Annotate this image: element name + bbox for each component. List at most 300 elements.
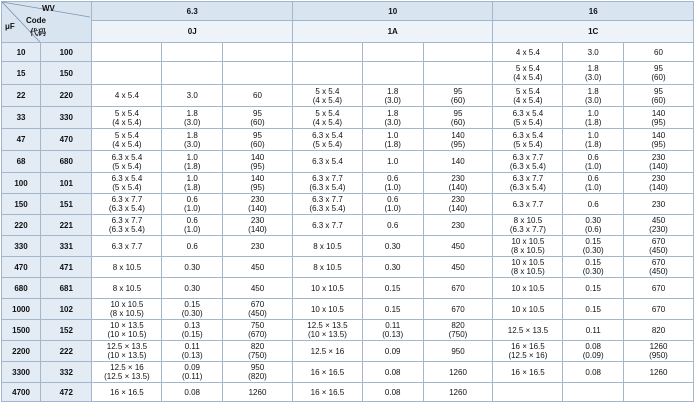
cell-value-alt: (0.30) bbox=[582, 267, 604, 276]
esr-cell bbox=[162, 129, 223, 151]
cell-value: 10 x 10.5 bbox=[310, 304, 344, 314]
ripple-cell bbox=[423, 236, 493, 257]
code-cell: 100 bbox=[41, 43, 92, 62]
size-cell bbox=[493, 278, 563, 299]
cell-value-alt: (60) bbox=[450, 95, 466, 105]
cell-value-alt: (4 x 5.4) bbox=[513, 73, 543, 82]
capacitance-cell: 100 bbox=[2, 173, 41, 194]
ripple-cell bbox=[624, 383, 694, 402]
cell-value: 10 x 10.5 bbox=[110, 300, 144, 309]
size-cell bbox=[292, 362, 362, 383]
capacitance-cell: 220 bbox=[2, 215, 41, 236]
ripple-cell bbox=[223, 173, 293, 194]
header-corner bbox=[2, 2, 92, 43]
cell-value-alt: (820) bbox=[248, 372, 267, 381]
size-cell bbox=[292, 43, 362, 62]
cell-value-alt: (0.15) bbox=[181, 330, 203, 339]
cell-value-alt: (3.0) bbox=[384, 117, 401, 127]
ripple-cell bbox=[624, 257, 694, 278]
cell-value: 6.3 x 7.7 bbox=[111, 216, 143, 225]
esr-cell bbox=[162, 85, 223, 107]
cell-value: 12.5 × 13.5 bbox=[507, 325, 549, 335]
esr-cell bbox=[362, 215, 423, 236]
cell-value: 16 × 16.5 bbox=[511, 342, 545, 351]
cell-value: 10 x 10.5 bbox=[310, 283, 344, 293]
voltage-code-1A: 1A bbox=[292, 21, 492, 43]
cell-value: 6.3 x 5.4 bbox=[512, 108, 544, 118]
cell-value: 6.3 x 7.7 bbox=[312, 174, 343, 183]
esr-cell bbox=[362, 383, 423, 402]
esr-cell bbox=[162, 362, 223, 383]
code-cell: 471 bbox=[41, 257, 92, 278]
ripple-cell bbox=[423, 215, 493, 236]
ripple-cell bbox=[423, 362, 493, 383]
esr-cell bbox=[362, 278, 423, 299]
cell-value-alt: (6.3 x 5.4) bbox=[509, 161, 546, 171]
size-cell bbox=[92, 257, 162, 278]
esr-cell bbox=[362, 151, 423, 173]
size-cell bbox=[493, 173, 563, 194]
capacitance-cell: 15 bbox=[2, 62, 41, 85]
cell-value: 10 x 10.5 bbox=[511, 258, 545, 267]
cell-value-alt: (1.0) bbox=[384, 204, 401, 213]
ripple-cell bbox=[223, 194, 293, 215]
cell-value: 1.0 bbox=[387, 157, 399, 166]
cell-value-alt: (1.0) bbox=[384, 183, 401, 192]
cell-value: 140 bbox=[451, 130, 465, 140]
cell-value: 0.6 bbox=[587, 199, 599, 209]
size-cell bbox=[493, 236, 563, 257]
cell-value: 3.0 bbox=[186, 91, 198, 100]
ripple-cell bbox=[624, 43, 694, 62]
cell-value-alt: (60) bbox=[450, 117, 466, 127]
cell-value-alt: (670) bbox=[248, 330, 267, 339]
cell-value: 8 x 10.5 bbox=[513, 216, 543, 225]
esr-cell bbox=[563, 194, 624, 215]
esr-cell bbox=[162, 62, 223, 85]
cell-value-alt: (60) bbox=[250, 117, 265, 127]
ripple-cell bbox=[223, 362, 293, 383]
cell-value: 230 bbox=[651, 152, 666, 162]
cell-value: 60 bbox=[253, 91, 262, 100]
cell-value: 0.15 bbox=[585, 304, 601, 314]
size-cell bbox=[292, 236, 362, 257]
cell-value: 60 bbox=[654, 47, 663, 57]
cell-value-alt: (6.3 x 7.7) bbox=[509, 225, 546, 234]
size-cell bbox=[292, 194, 362, 215]
cell-value: 950 bbox=[451, 346, 465, 356]
cell-value: 6.3 x 5.4 bbox=[111, 152, 143, 162]
ripple-cell bbox=[624, 215, 694, 236]
cell-value-alt: (95) bbox=[250, 183, 265, 192]
cell-value-alt: (3.0) bbox=[584, 73, 602, 82]
cell-value: 0.6 bbox=[186, 241, 198, 251]
cell-value-alt: (750) bbox=[248, 351, 267, 360]
esr-cell bbox=[162, 107, 223, 129]
size-cell bbox=[493, 194, 563, 215]
cell-value: 0.15 bbox=[585, 283, 601, 293]
cell-value: 450 bbox=[250, 262, 265, 272]
ripple-cell bbox=[423, 62, 493, 85]
size-cell bbox=[92, 278, 162, 299]
table-row bbox=[2, 383, 694, 402]
ripple-cell bbox=[223, 236, 293, 257]
cell-value: 0.30 bbox=[184, 283, 200, 293]
esr-cell bbox=[162, 383, 223, 402]
ripple-cell bbox=[423, 107, 493, 129]
cell-value-alt: (950) bbox=[649, 351, 668, 360]
table-row bbox=[2, 341, 694, 362]
cell-value-alt: (230) bbox=[649, 225, 668, 234]
cell-value: 4 x 5.4 bbox=[114, 91, 139, 100]
size-cell bbox=[292, 215, 362, 236]
cell-value: 0.08 bbox=[585, 367, 601, 377]
cell-value-alt: (8 x 10.5) bbox=[110, 309, 144, 318]
cell-value: 0.08 bbox=[384, 387, 401, 397]
table-row bbox=[2, 299, 694, 320]
cell-value: 12.5 × 16 bbox=[310, 346, 345, 356]
cell-value: 0.11 bbox=[585, 325, 601, 335]
size-cell bbox=[493, 383, 563, 402]
table-row bbox=[2, 236, 694, 257]
cell-value: 1.8 bbox=[387, 108, 399, 118]
ripple-cell bbox=[223, 383, 293, 402]
code-cell: 331 bbox=[41, 236, 92, 257]
capacitance-cell: 2200 bbox=[2, 341, 41, 362]
cell-value: 10 × 13.5 bbox=[110, 321, 144, 330]
cell-value: 95 bbox=[654, 86, 663, 96]
cell-value: 230 bbox=[651, 199, 666, 209]
code-cell: 151 bbox=[41, 194, 92, 215]
ripple-cell bbox=[223, 215, 293, 236]
cell-value-alt: (0.13) bbox=[181, 351, 203, 360]
cell-value: 1260 bbox=[248, 387, 267, 397]
code-label-zh: 代码 bbox=[30, 28, 46, 37]
cell-value: 0.30 bbox=[384, 241, 401, 251]
cell-value-alt: (10 × 13.5) bbox=[107, 351, 147, 360]
size-cell bbox=[92, 151, 162, 173]
esr-cell bbox=[162, 173, 223, 194]
cell-value: 6.3 x 7.7 bbox=[312, 195, 343, 204]
cell-value-alt: (1.8) bbox=[183, 183, 201, 192]
cell-value: 6.3 x 5.4 bbox=[111, 174, 143, 183]
cell-value: 8 x 10.5 bbox=[112, 283, 142, 293]
cell-value: 820 bbox=[651, 325, 666, 335]
esr-cell bbox=[563, 257, 624, 278]
size-cell bbox=[92, 341, 162, 362]
ripple-cell bbox=[423, 299, 493, 320]
ripple-cell bbox=[223, 257, 293, 278]
esr-cell bbox=[162, 215, 223, 236]
size-cell bbox=[92, 173, 162, 194]
esr-cell bbox=[362, 173, 423, 194]
ripple-cell bbox=[423, 257, 493, 278]
code-cell: 152 bbox=[41, 320, 92, 341]
table-row bbox=[2, 194, 694, 215]
size-cell bbox=[292, 129, 362, 151]
spec-table-container bbox=[1, 1, 694, 402]
cell-value-alt: (4 x 5.4) bbox=[112, 117, 142, 127]
cell-value: 140 bbox=[250, 152, 265, 162]
cell-value-alt: (95) bbox=[450, 139, 466, 149]
code-cell: 222 bbox=[41, 341, 92, 362]
ripple-cell bbox=[624, 107, 694, 129]
code-cell: 221 bbox=[41, 215, 92, 236]
ripple-cell bbox=[423, 383, 493, 402]
cell-value-alt: (3.0) bbox=[183, 139, 201, 149]
cell-value: 1.8 bbox=[587, 64, 599, 73]
cell-value: 1.0 bbox=[387, 130, 399, 140]
ripple-cell bbox=[223, 151, 293, 173]
size-cell bbox=[493, 129, 563, 151]
cell-value-alt: (1.8) bbox=[584, 117, 602, 127]
cell-value-alt: (140) bbox=[649, 161, 668, 171]
esr-cell bbox=[362, 362, 423, 383]
size-cell bbox=[493, 299, 563, 320]
cell-value: 1.8 bbox=[186, 130, 198, 140]
cell-value: 5 x 5.4 bbox=[114, 108, 139, 118]
code-cell: 680 bbox=[41, 151, 92, 173]
cell-value: 140 bbox=[651, 130, 666, 140]
ripple-cell bbox=[624, 173, 694, 194]
cell-value: 140 bbox=[451, 157, 465, 166]
table-row bbox=[2, 85, 694, 107]
cell-value: 1.8 bbox=[387, 86, 399, 96]
capacitance-cell: 68 bbox=[2, 151, 41, 173]
size-cell bbox=[92, 194, 162, 215]
ripple-cell bbox=[624, 85, 694, 107]
size-cell bbox=[292, 299, 362, 320]
cell-value-alt: (140) bbox=[248, 204, 267, 213]
cell-value-alt: (95) bbox=[651, 117, 666, 127]
code-cell: 470 bbox=[41, 129, 92, 151]
cell-value: 0.09 bbox=[384, 346, 401, 356]
cell-value: 820 bbox=[451, 321, 465, 330]
cell-value-alt: (4 x 5.4) bbox=[312, 117, 343, 127]
size-cell bbox=[92, 299, 162, 320]
size-cell bbox=[292, 107, 362, 129]
cell-value: 1.0 bbox=[587, 130, 599, 140]
size-cell bbox=[92, 236, 162, 257]
capacitance-cell: 22 bbox=[2, 85, 41, 107]
cell-value-alt: (10 × 10.5) bbox=[107, 330, 147, 339]
ripple-cell bbox=[223, 129, 293, 151]
cell-value-alt: (140) bbox=[649, 183, 668, 192]
ripple-cell bbox=[423, 129, 493, 151]
cell-value: 670 bbox=[451, 304, 465, 314]
size-cell bbox=[292, 62, 362, 85]
table-row bbox=[2, 362, 694, 383]
cell-value: 6.3 x 5.4 bbox=[312, 157, 343, 166]
table-row bbox=[2, 62, 694, 85]
cell-value: 95 bbox=[253, 108, 262, 118]
cell-value-alt: (60) bbox=[250, 139, 265, 149]
esr-cell bbox=[162, 194, 223, 215]
esr-cell bbox=[362, 257, 423, 278]
table-row bbox=[2, 151, 694, 173]
cell-value: 670 bbox=[250, 300, 265, 309]
ripple-cell bbox=[624, 278, 694, 299]
cell-value: 0.08 bbox=[585, 342, 601, 351]
size-cell bbox=[493, 257, 563, 278]
esr-cell bbox=[563, 383, 624, 402]
cell-value-alt: (3.0) bbox=[384, 95, 401, 105]
ripple-cell bbox=[423, 85, 493, 107]
cell-value: 0.15 bbox=[384, 304, 401, 314]
cell-value: 230 bbox=[451, 195, 465, 204]
cell-value: 16 × 16.5 bbox=[511, 367, 545, 377]
esr-cell bbox=[563, 173, 624, 194]
ripple-cell bbox=[423, 320, 493, 341]
cell-value: 10 x 10.5 bbox=[511, 283, 545, 293]
esr-cell bbox=[563, 299, 624, 320]
cell-value-alt: (0.11) bbox=[182, 372, 203, 381]
cell-value-alt: (4 x 5.4) bbox=[312, 95, 343, 105]
esr-cell bbox=[563, 278, 624, 299]
esr-cell bbox=[563, 85, 624, 107]
size-cell bbox=[493, 362, 563, 383]
cell-value: 6.3 x 7.7 bbox=[512, 199, 544, 209]
cell-value-alt: (95) bbox=[250, 161, 265, 171]
size-cell bbox=[92, 107, 162, 129]
size-cell bbox=[92, 320, 162, 341]
cell-value: 6.3 x 7.7 bbox=[111, 195, 143, 204]
cell-value: 0.15 bbox=[585, 258, 601, 267]
table-row bbox=[2, 278, 694, 299]
capacitance-cell: 330 bbox=[2, 236, 41, 257]
esr-cell bbox=[563, 215, 624, 236]
size-cell bbox=[92, 383, 162, 402]
cell-value-alt: (3.0) bbox=[584, 95, 602, 105]
size-cell bbox=[92, 362, 162, 383]
size-cell bbox=[292, 320, 362, 341]
code-cell: 102 bbox=[41, 299, 92, 320]
cell-value-alt: (6.3 x 5.4) bbox=[108, 225, 145, 234]
cell-value-alt: (5 x 5.4) bbox=[513, 139, 543, 149]
ripple-cell bbox=[624, 194, 694, 215]
cell-value: 5 x 5.4 bbox=[515, 86, 540, 96]
cell-value-alt: (6.3 x 5.4) bbox=[309, 183, 346, 192]
cell-value: 1260 bbox=[449, 367, 467, 377]
cell-value-alt: (5 x 5.4) bbox=[112, 161, 142, 171]
cell-value-alt: (5 x 5.4) bbox=[112, 183, 142, 192]
voltage-code-1C: 1C bbox=[493, 21, 694, 43]
table-row bbox=[2, 107, 694, 129]
ripple-cell bbox=[624, 341, 694, 362]
cell-value: 16 × 16.5 bbox=[110, 387, 144, 397]
esr-cell bbox=[362, 43, 423, 62]
cell-value-alt: (140) bbox=[448, 204, 468, 213]
cell-value-alt: (140) bbox=[248, 225, 267, 234]
cell-value: 95 bbox=[453, 86, 463, 96]
cell-value: 12.5 × 13.5 bbox=[106, 342, 148, 351]
capacitance-cell: 47 bbox=[2, 129, 41, 151]
size-cell bbox=[92, 85, 162, 107]
cell-value: 670 bbox=[651, 237, 666, 246]
cell-value: 0.08 bbox=[384, 367, 401, 377]
cell-value-alt: (6.3 x 5.4) bbox=[309, 204, 346, 213]
cell-value: 140 bbox=[651, 108, 666, 118]
ripple-cell bbox=[624, 151, 694, 173]
esr-cell bbox=[362, 107, 423, 129]
size-cell bbox=[493, 107, 563, 129]
capacitance-cell: 1500 bbox=[2, 320, 41, 341]
size-cell bbox=[493, 43, 563, 62]
cell-value: 450 bbox=[451, 262, 465, 272]
size-cell bbox=[292, 85, 362, 107]
capacitance-label: μF bbox=[5, 22, 15, 31]
voltage-header-10v: 10 bbox=[292, 2, 492, 21]
esr-cell bbox=[162, 320, 223, 341]
cell-value-alt: (4 x 5.4) bbox=[513, 95, 543, 105]
voltage-header-6v3: 6.3 bbox=[92, 2, 293, 21]
ripple-cell bbox=[624, 320, 694, 341]
cell-value: 230 bbox=[250, 216, 265, 225]
cell-value: 16 × 16.5 bbox=[310, 387, 345, 397]
cell-value-alt: (60) bbox=[651, 95, 666, 105]
cell-value-alt: (10 × 13.5) bbox=[307, 330, 347, 339]
esr-cell bbox=[563, 151, 624, 173]
esr-cell bbox=[563, 43, 624, 62]
esr-cell bbox=[563, 362, 624, 383]
cell-value: 0.13 bbox=[184, 321, 200, 330]
cell-value-alt: (0.30) bbox=[582, 246, 604, 255]
cell-value: 670 bbox=[651, 283, 666, 293]
capacitance-cell: 680 bbox=[2, 278, 41, 299]
esr-cell bbox=[362, 236, 423, 257]
cell-value: 6.3 x 7.7 bbox=[512, 174, 544, 183]
cell-value-alt: (0.6) bbox=[584, 225, 602, 234]
cell-value: 6.3 x 7.7 bbox=[512, 152, 544, 162]
code-cell: 101 bbox=[41, 173, 92, 194]
size-cell bbox=[493, 85, 563, 107]
esr-cell bbox=[162, 236, 223, 257]
cell-value: 0.11 bbox=[385, 321, 401, 330]
cell-value: 1.0 bbox=[587, 108, 599, 118]
ripple-cell bbox=[624, 299, 694, 320]
size-cell bbox=[292, 341, 362, 362]
size-cell bbox=[292, 257, 362, 278]
esr-cell bbox=[362, 129, 423, 151]
esr-cell bbox=[162, 43, 223, 62]
ripple-cell bbox=[223, 278, 293, 299]
cell-value: 230 bbox=[451, 174, 465, 183]
size-cell bbox=[92, 43, 162, 62]
esr-cell bbox=[362, 320, 423, 341]
ripple-cell bbox=[624, 129, 694, 151]
cell-value: 12.5 × 13.5 bbox=[307, 321, 348, 330]
cell-value: 230 bbox=[451, 220, 465, 230]
ripple-cell bbox=[423, 278, 493, 299]
esr-cell bbox=[362, 194, 423, 215]
cell-value-alt: (1.0) bbox=[183, 204, 201, 213]
ripple-cell bbox=[423, 173, 493, 194]
cell-value: 8 x 10.5 bbox=[313, 262, 342, 272]
capacitance-cell: 470 bbox=[2, 257, 41, 278]
table-row bbox=[2, 43, 694, 62]
cell-value: 6.3 x 7.7 bbox=[312, 220, 343, 230]
cell-value: 450 bbox=[250, 283, 265, 293]
cell-value: 95 bbox=[253, 130, 262, 140]
cell-value: 10 x 10.5 bbox=[511, 304, 545, 314]
ripple-cell bbox=[423, 43, 493, 62]
cell-value: 0.09 bbox=[184, 363, 200, 372]
code-cell: 220 bbox=[41, 85, 92, 107]
ripple-cell bbox=[223, 43, 293, 62]
cell-value-alt: (450) bbox=[248, 309, 267, 318]
voltage-code-0J: 0J bbox=[92, 21, 293, 43]
cell-value: 0.6 bbox=[186, 216, 198, 225]
